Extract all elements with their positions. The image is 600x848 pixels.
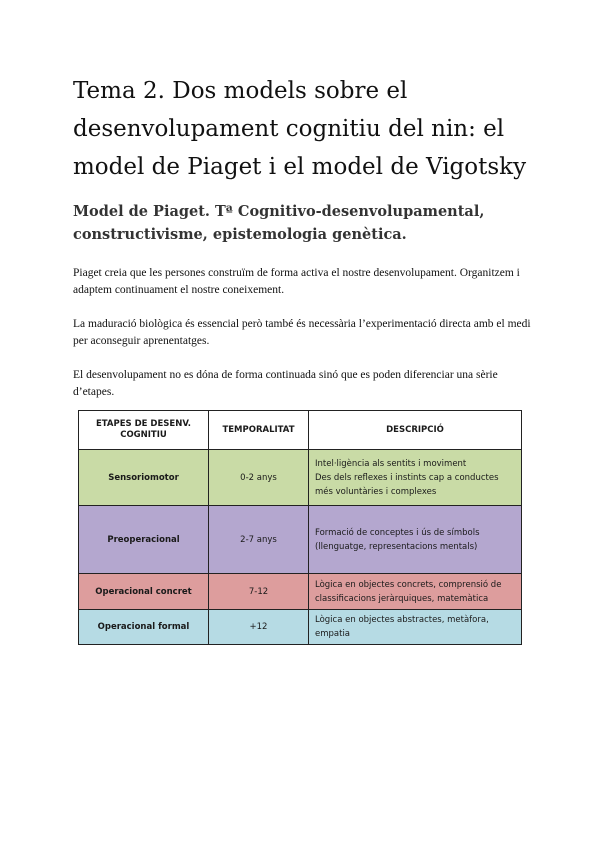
paragraph: El desenvolupament no es dóna de forma continuada sinó que es poden diferenciar una sèrie d’etapes. (73, 369, 498, 398)
description-cell (309, 450, 522, 506)
section-subtitle: Model de Piaget. Tª Cognitivo-desenvolupamental, constructivisme, epistemologia genètica. (73, 203, 485, 243)
table-row (79, 610, 522, 645)
temporality-cell: 7-12 (209, 574, 309, 610)
stages-table (78, 410, 522, 645)
stage-cell: Operacional formal (79, 610, 209, 645)
description-cell (309, 506, 522, 574)
page-title: Tema 2. Dos models sobre el desenvolupament cognitiu del nin: el model de Piaget i el model de Vigotsky (73, 78, 527, 180)
description-line: Lògica en objectes abstractes, metàfora, empatia (315, 615, 489, 639)
temporality-cell: 0-2 anys (209, 450, 309, 506)
description-cell (309, 574, 522, 610)
table-row (79, 506, 522, 574)
paragraph: La maduració biològica és essencial però també és necessària l’experimentació directa amb el medi per aconseguir aprenentatges. (73, 318, 531, 347)
description-line: Formació de conceptes i ús de símbols (llenguatge, representacions mentals) (315, 527, 480, 552)
temporality-cell: 2-7 anys (209, 506, 309, 574)
header-temporality: TEMPORALITAT (209, 411, 309, 450)
stage-cell: Sensoriomotor (79, 450, 209, 506)
description-line: Lògica en objectes concrets, comprensió de classificacions jeràrquiques, matemàtica (315, 579, 502, 604)
temporality-cell: +12 (209, 610, 309, 645)
description-line: Intel·ligència als sentits i moviment (315, 458, 467, 469)
table-row (79, 450, 522, 506)
table-row (79, 574, 522, 610)
header-description: DESCRIPCIÓ (309, 411, 522, 450)
stage-cell: Preoperacional (79, 506, 209, 574)
stage-cell: Operacional concret (79, 574, 209, 610)
description-cell (309, 610, 522, 645)
description-line: Des dels reflexes i instints cap a conductes més voluntàries i complexes (315, 472, 499, 497)
header-stage: ETAPES DE DESENV. COGNITIU (79, 411, 209, 450)
paragraph: Piaget creia que les persones construïm de forma activa el nostre desenvolupament. Organitzem i adaptem continuament el nostre coneixement. (73, 267, 520, 296)
table-header-row (79, 411, 522, 450)
